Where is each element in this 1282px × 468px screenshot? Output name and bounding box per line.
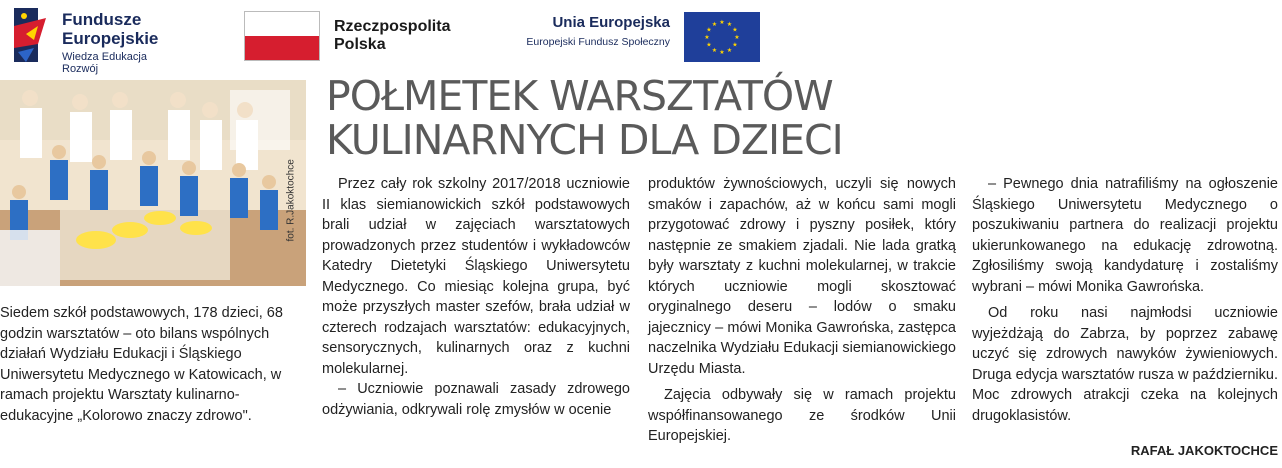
article-column-2	[648, 174, 956, 447]
poland-flag-icon	[244, 11, 320, 61]
svg-text:★: ★	[719, 49, 725, 56]
poland-logo-text	[334, 18, 450, 54]
headline-line1: POŁMETEK WARSZTATÓW	[326, 72, 833, 120]
headline-line2: KULINARNYCH DLA DZIECI	[326, 116, 843, 164]
svg-text:★: ★	[711, 47, 718, 54]
svg-text:★: ★	[726, 47, 733, 54]
lead-paragraph: Siedem szkół podstawowych, 178 dzieci, 68 godzin warsztatów – oto bilans wspólnych działań Wydziału Edukacji i Śląskiego Uniwersytetu Medycznego w Katowicach, w ramach projektu Warsztaty kulinarno-edukacyjne „Kolorowo znaczy zdrowo".	[0, 305, 283, 424]
eu-flag-icon	[684, 12, 760, 62]
article-photo	[0, 80, 306, 286]
article-column-1	[322, 174, 630, 420]
fundusze-subtitle: Wiedza Edukacja Rozwój	[62, 51, 147, 75]
svg-text:★: ★	[732, 41, 738, 49]
article-column-3	[972, 174, 1278, 426]
paragraph: – Pewnego dnia natrafiliśmy na ogłoszenie Śląskiego Uniwersytetu Medycznego o poszukiwaniu partnera do realizacji projektu ukierunkowanego na edukację zdrowotną. Zgłosiliśmy swoją kandydaturę i zostaliśmy wybrani – mówi Monika Gawrońska.	[972, 176, 1278, 295]
article-author: RAFAŁ JAKOKTOCHCE	[1130, 443, 1278, 458]
svg-text:★: ★	[732, 26, 738, 34]
article-headline	[326, 74, 926, 162]
photo-credit: fot. R.Jakoktochce	[285, 159, 297, 242]
poland-line2: Polska	[334, 36, 386, 53]
paragraph: – Uczniowie poznawali zasady zdrowego odżywiania, odkrywali rolę zmysłów w ocenie	[322, 381, 630, 418]
fundusze-line2: Europejskie	[62, 29, 159, 48]
eu-logo-text	[510, 14, 670, 48]
svg-text:★: ★	[726, 21, 733, 28]
fundusze-line1: Fundusze	[62, 10, 142, 29]
poland-line1: Rzeczpospolita	[334, 18, 451, 35]
svg-text:★: ★	[706, 26, 712, 34]
paragraph: Zajęcia odbywały się w ramach projektu współfinansowanego ze środków Unii Europejskiej.	[648, 387, 956, 444]
svg-text:★: ★	[719, 19, 725, 26]
article-lead	[0, 303, 306, 426]
eu-subtitle: Europejski Fundusz Społeczny	[526, 36, 670, 48]
fundusze-europejskie-icon	[12, 4, 48, 66]
paragraph: Od roku nasi najmłodsi uczniowie wyjeżdżają do Zabrza, by poprzez zabawę uczyć się zdrowych nawyków żywieniowych. Druga edycja warsztatów rusza w październiku. Moc zdrowych atrakcji czeka na kolejnych drugoklasistów.	[972, 305, 1278, 424]
svg-text:★: ★	[734, 34, 740, 41]
svg-text:★: ★	[711, 21, 718, 28]
paragraph: Przez cały rok szkolny 2017/2018 uczniowie II klas siemianowickich szkół podstawowych brali udział w zajęciach warsztatowych prowadzonych przez studentów i wykładowców Katedry Dietetyki Śląskiego Uniwersytetu Medycznego. Co miesiąc kolejna grupa, być może przyszłych master szefów, brała udział w czterech rodzajach warsztatów: edukacyjnych, sensorycznych, kulinarnych oraz z kuchni molekularnej.	[322, 176, 630, 377]
svg-text:★: ★	[704, 34, 710, 41]
eu-title: Unia Europejska	[552, 14, 670, 31]
svg-text:★: ★	[706, 41, 712, 49]
paragraph: produktów żywnościowych, uczyli się nowych smaków i zapachów, aż w końcu sami mogli przygotować zdrowy i pyszny posiłek, który następnie ze smakiem zjadali. Nie lada gratką były warsztaty z kuchni molekularnej, w trakcie których uczniowie mogli skosztować oryginalnego deseru – lodów o smaku jajecznicy – mówi Monika Gawrońska, zastępca naczelnika Wydziału Edukacji siemianowickiego Urzędu Miasta.	[648, 176, 956, 377]
